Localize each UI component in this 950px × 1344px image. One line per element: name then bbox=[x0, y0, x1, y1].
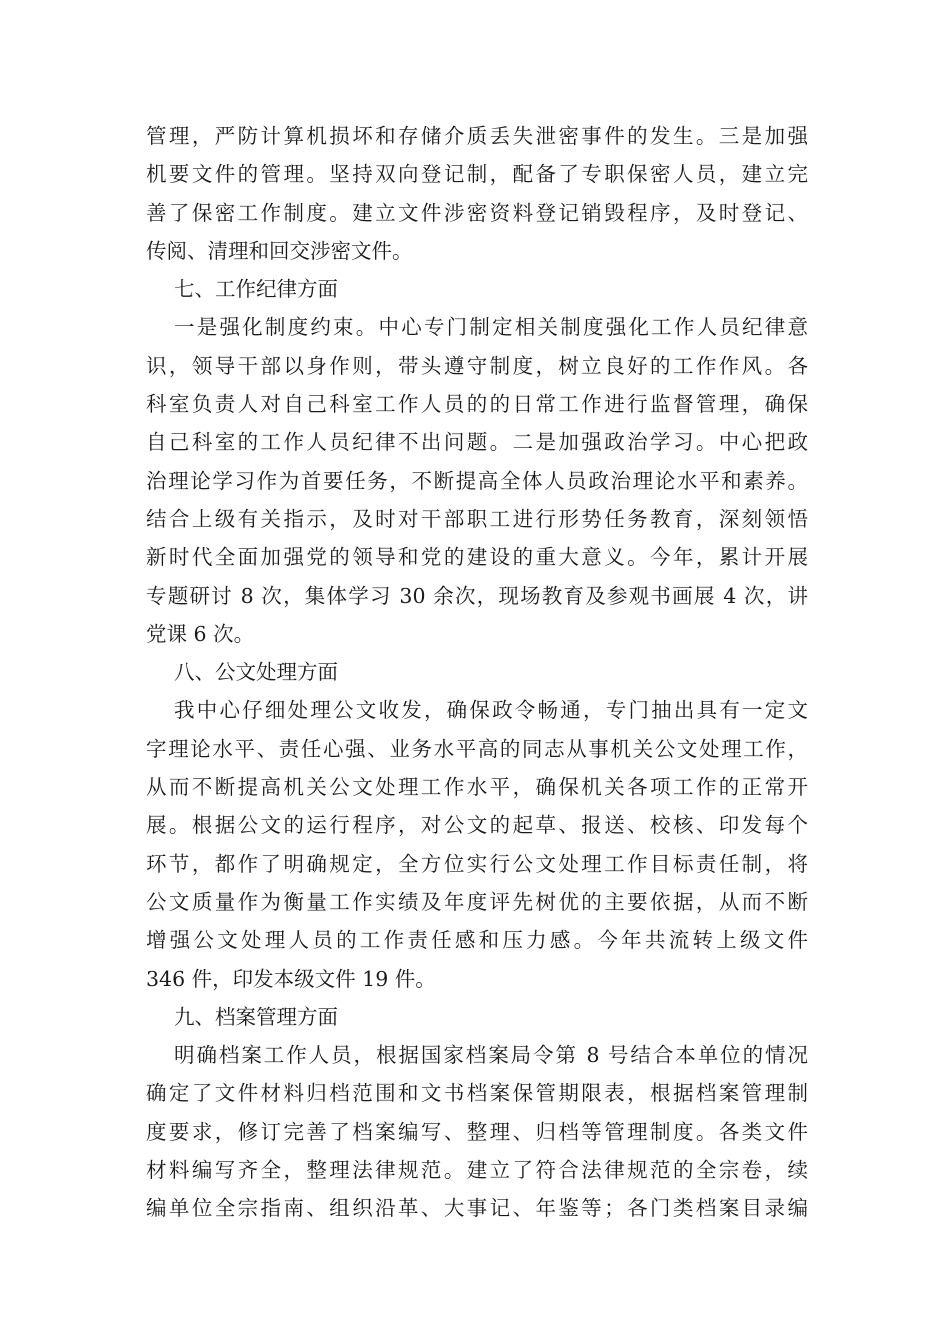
text-line: 专题研讨 8 次，集体学习 30 余次，现场教育及参观书画展 4 次，讲 bbox=[146, 583, 808, 608]
text-line: 材料编写齐全，整理法律规范。建立了符合法律规范的全宗卷，续 bbox=[146, 1158, 808, 1183]
text-line: 确定了文件材料归档范围和文书档案保管期限表，根据档案管理制 bbox=[146, 1081, 808, 1106]
text-line: 我中心仔细处理公文收发，确保政令畅通，专门抽出具有一定文 bbox=[174, 698, 808, 723]
section-heading: 八、公文处理方面 bbox=[174, 660, 338, 685]
text-line: 治理论学习作为首要任务，不断提高全体人员政治理论水平和素养。 bbox=[146, 468, 808, 493]
text-line: 结合上级有关指示，及时对干部职工进行形势任务教育，深刻领悟 bbox=[146, 506, 808, 531]
text-line: 一是强化制度约束。中心专门制定相关制度强化工作人员纪律意 bbox=[174, 315, 808, 340]
text-line: 从而不断提高机关公文处理工作水平，确保机关各项工作的正常开 bbox=[146, 775, 808, 800]
text-line: 科室负责人对自己科室工作人员的的日常工作进行监督管理，确保 bbox=[146, 392, 808, 417]
text-line: 字理论水平、责任心强、业务水平高的同志从事机关公文处理工作， bbox=[146, 736, 808, 761]
text-line: 新时代全面加强党的领导和党的建设的重大意义。今年，累计开展 bbox=[146, 545, 808, 570]
text-line: 识，领导干部以身作则，带头遵守制度，树立良好的工作作风。各 bbox=[146, 353, 808, 378]
text-line: 机要文件的管理。坚持双向登记制，配备了专职保密人员，建立完 bbox=[146, 162, 808, 187]
text-line: 增强公文处理人员的工作责任感和压力感。今年共流转上级文件 bbox=[146, 928, 808, 953]
text-line: 编单位全宗指南、组织沿革、大事记、年鉴等；各门类档案目录编 bbox=[146, 1196, 808, 1221]
document-page bbox=[146, 117, 808, 1228]
text-line: 自己科室的工作人员纪律不出问题。二是加强政治学习。中心把政 bbox=[146, 430, 808, 455]
text-line: 党课 6 次。 bbox=[146, 621, 255, 646]
section-heading: 七、工作纪律方面 bbox=[174, 277, 338, 302]
text-line: 善了保密工作制度。建立文件涉密资料登记销毁程序，及时登记、 bbox=[146, 200, 808, 225]
text-line: 346 件，印发本级文件 19 件。 bbox=[146, 966, 436, 991]
text-line: 传阅、清理和回交涉密文件。 bbox=[146, 238, 413, 263]
text-line: 公文质量作为衡量工作实绩及年度评先树优的主要依据，从而不断 bbox=[146, 889, 808, 914]
text-line: 环节，都作了明确规定，全方位实行公文处理工作目标责任制，将 bbox=[146, 851, 808, 876]
text-line: 度要求，修订完善了档案编写、整理、归档等管理制度。各类文件 bbox=[146, 1119, 808, 1144]
text-line: 明确档案工作人员，根据国家档案局令第 8 号结合本单位的情况 bbox=[174, 1043, 808, 1068]
section-heading: 九、档案管理方面 bbox=[174, 1004, 338, 1029]
text-line: 管理，严防计算机损坏和存储介质丢失泄密事件的发生。三是加强 bbox=[146, 124, 808, 148]
text-line: 展。根据公文的运行程序，对公文的起草、报送、校核、印发每个 bbox=[146, 813, 808, 838]
